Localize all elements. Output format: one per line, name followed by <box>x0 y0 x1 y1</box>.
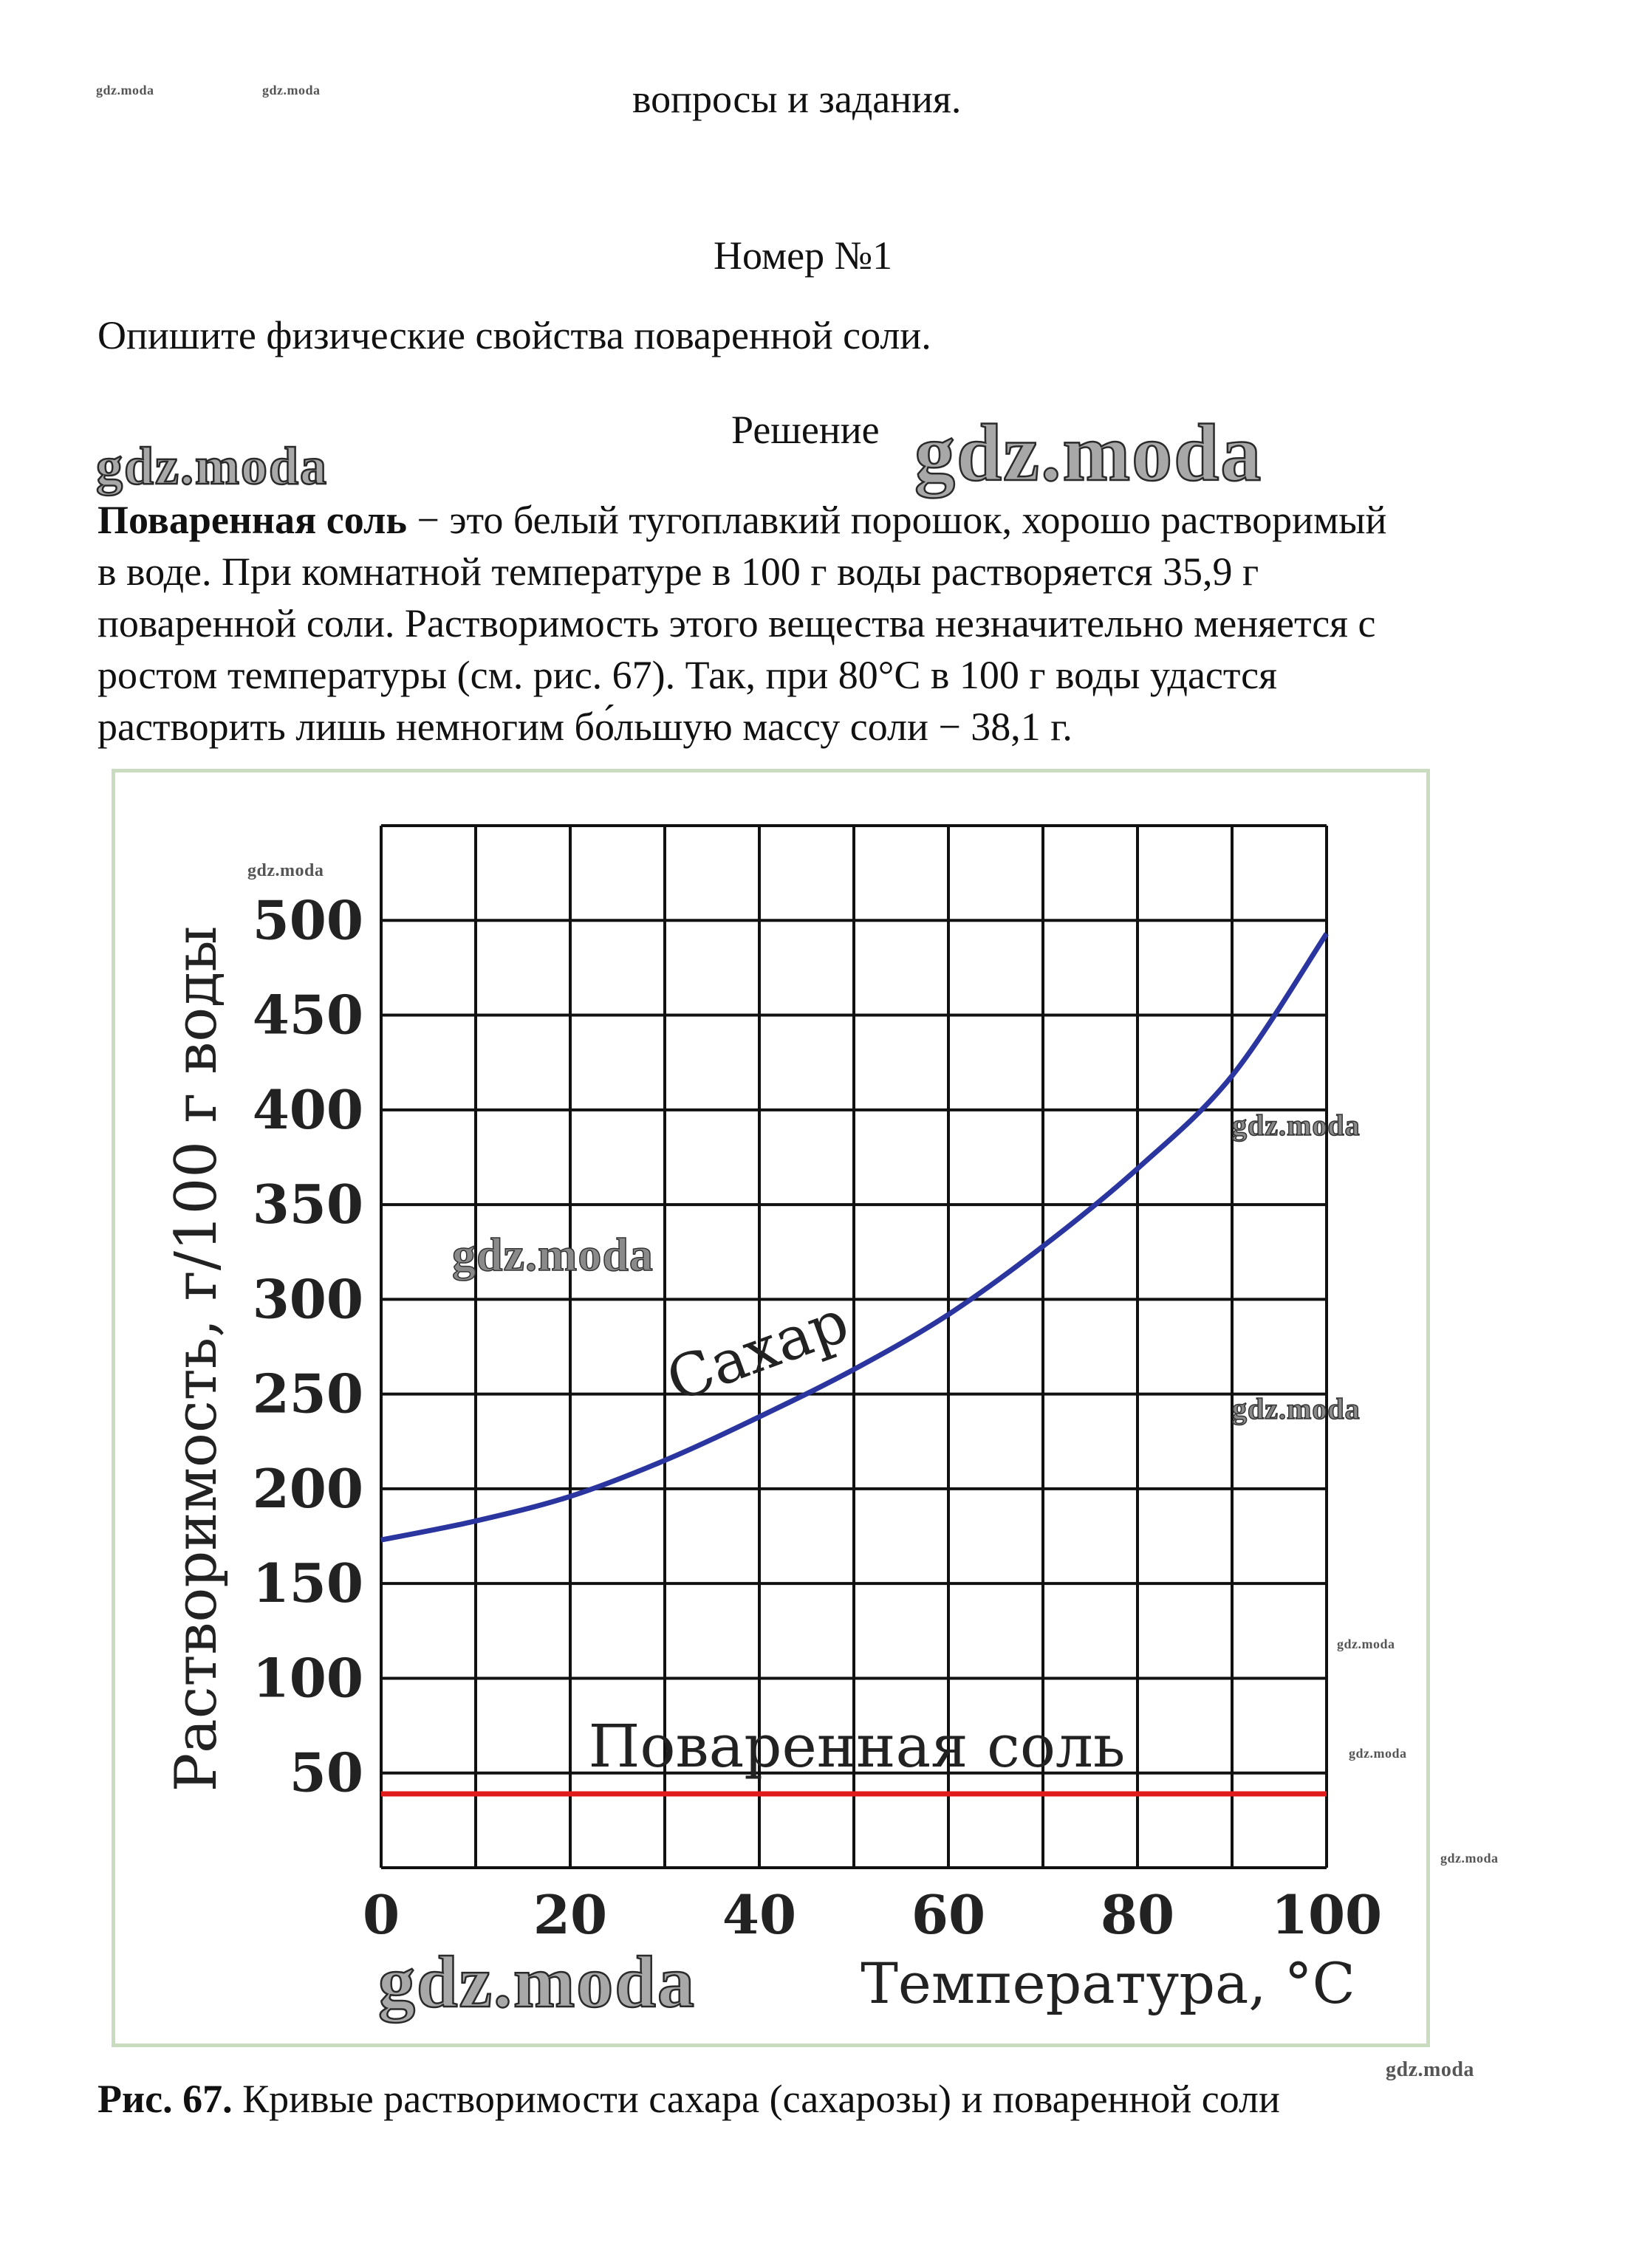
x-axis-label: Температура, °C <box>861 1950 1355 2016</box>
caption-label: Рис. 67. <box>98 2077 233 2121</box>
series-label-salt: Поваренная соль <box>588 1712 1126 1781</box>
solution-line: поваренной соли. Растворимость этого вещества незначительно меняется с <box>98 601 1376 645</box>
solution-line: в воде. При комнатной температуре в 100 г воды растворяется 35,9 г <box>98 549 1259 594</box>
y-tick-label: 400 <box>252 1078 363 1141</box>
y-tick-label: 300 <box>252 1267 363 1331</box>
caption-text: Кривые растворимости сахара (сахарозы) и поваренной соли <box>232 2077 1280 2121</box>
x-tick-label: 20 <box>533 1883 608 1946</box>
y-tick-label: 50 <box>289 1741 363 1804</box>
watermark: gdz.moda <box>1337 1637 1395 1651</box>
watermark: gdz.moda <box>1386 2058 1474 2081</box>
solution-line: − это белый тугоплавкий порошок, хорошо растворимый <box>406 498 1387 542</box>
section-title: вопросы и задания. <box>632 77 962 121</box>
figure-caption <box>98 2074 1280 2124</box>
x-tick-label: 100 <box>1270 1883 1383 1946</box>
task-number: Номер №1 <box>714 233 893 278</box>
watermark: gdz.moda <box>914 408 1263 498</box>
watermark: gdz.moda <box>96 83 154 97</box>
watermark: gdz.moda <box>1349 1746 1407 1761</box>
watermark: gdz.moda <box>1232 1109 1361 1142</box>
task-question: Опишите физические свойства поваренной соли. <box>98 313 931 357</box>
y-tick-label: 350 <box>252 1173 363 1236</box>
watermark: gdz.moda <box>1440 1851 1499 1866</box>
solution-heading: Решение <box>731 408 880 452</box>
watermark: gdz.moda <box>1232 1392 1361 1425</box>
y-tick-label: 500 <box>252 888 363 952</box>
y-axis-label: Растворимость, г/100 г воды <box>163 925 230 1792</box>
y-tick-label: 250 <box>252 1362 363 1425</box>
watermark: gdz.moda <box>247 861 324 880</box>
y-tick-label: 150 <box>252 1552 363 1615</box>
watermark: gdz.moda <box>452 1228 654 1281</box>
y-tick-label: 200 <box>252 1456 363 1520</box>
term: Поваренная соль <box>98 498 407 542</box>
watermark: gdz.moda <box>96 436 329 496</box>
solution-line: ростом температуры (см. рис. 67). Так, при 80°C в 100 г воды удастся <box>98 653 1277 697</box>
solution-line: растворить лишь немногим бо́льшую массу соли − 38,1 г. <box>98 705 1072 749</box>
y-tick-label: 450 <box>252 983 363 1046</box>
x-tick-label: 40 <box>722 1883 797 1946</box>
x-tick-label: 80 <box>1100 1883 1175 1946</box>
watermark: gdz.moda <box>262 83 321 97</box>
y-tick-label: 100 <box>252 1646 363 1710</box>
x-tick-label: 0 <box>362 1883 400 1946</box>
watermark: gdz.moda <box>378 1941 696 2023</box>
series-label-sugar: Сахар <box>657 1287 858 1416</box>
x-tick-label: 60 <box>911 1883 986 1946</box>
